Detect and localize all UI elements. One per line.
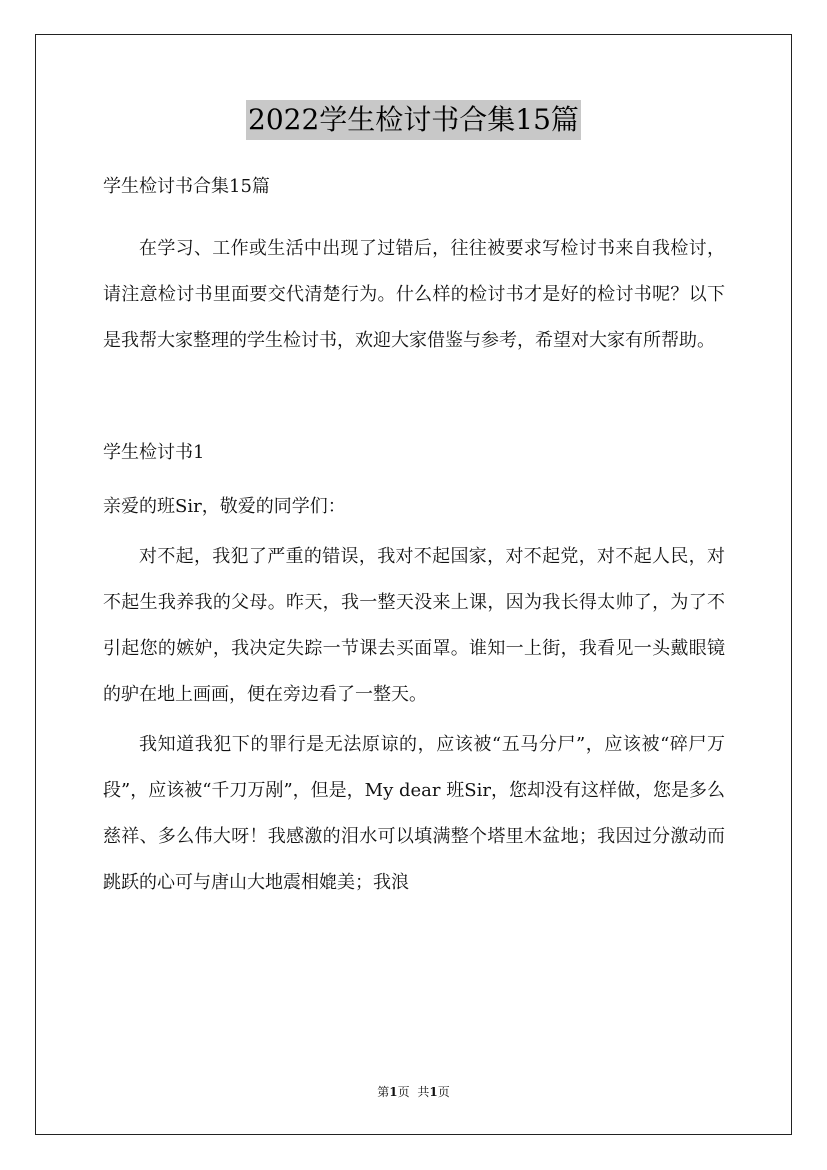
- document-title: 2022学生检讨书合集15篇: [246, 100, 581, 140]
- page-prefix: 第: [377, 1085, 390, 1099]
- title-container: [0, 100, 827, 140]
- salutation: 亲爱的班Sir，敬爱的同学们：: [103, 496, 346, 517]
- document-body: [103, 172, 725, 906]
- page-number: 1: [389, 1085, 398, 1099]
- body-paragraph: 我知道我犯下的罪行是无法原谅的，应该被“五马分尸”，应该被“碎尸万段”，应该被“千刀万剐”，但是，My dear 班Sir，您却没有这样做，您是多么慈祥、多么伟大呀！我感激的泪水可以填满整个塔里木盆地；我因过分激动而跳跃的心可与唐山大地震相媲美；我浪: [103, 734, 725, 893]
- total-suffix: 页: [437, 1085, 450, 1099]
- section-heading: 学生检讨书1: [103, 442, 205, 463]
- total-prefix: 共: [417, 1085, 430, 1099]
- document-subtitle: 学生检讨书合集15篇: [103, 176, 270, 197]
- page-footer: [0, 1083, 827, 1101]
- body-paragraph: 对不起，我犯了严重的错误，我对不起国家，对不起党，对不起人民，对不起生我养我的父母。昨天，我一整天没来上课，因为我长得太帅了，为了不引起您的嫉妒，我决定失踪一节课去买面罩。谁知一上街，我看见一头戴眼镜的驴在地上画画，便在旁边看了一整天。: [103, 546, 725, 705]
- total-pages: 1: [429, 1085, 438, 1099]
- intro-paragraph: 在学习、工作或生活中出现了过错后，往往被要求写检讨书来自我检讨，请注意检讨书里面要交代清楚行为。什么样的检讨书才是好的检讨书呢？以下是我帮大家整理的学生检讨书，欢迎大家借鉴与参考，希望对大家有所帮助。: [103, 238, 725, 351]
- page-suffix: 页: [397, 1085, 410, 1099]
